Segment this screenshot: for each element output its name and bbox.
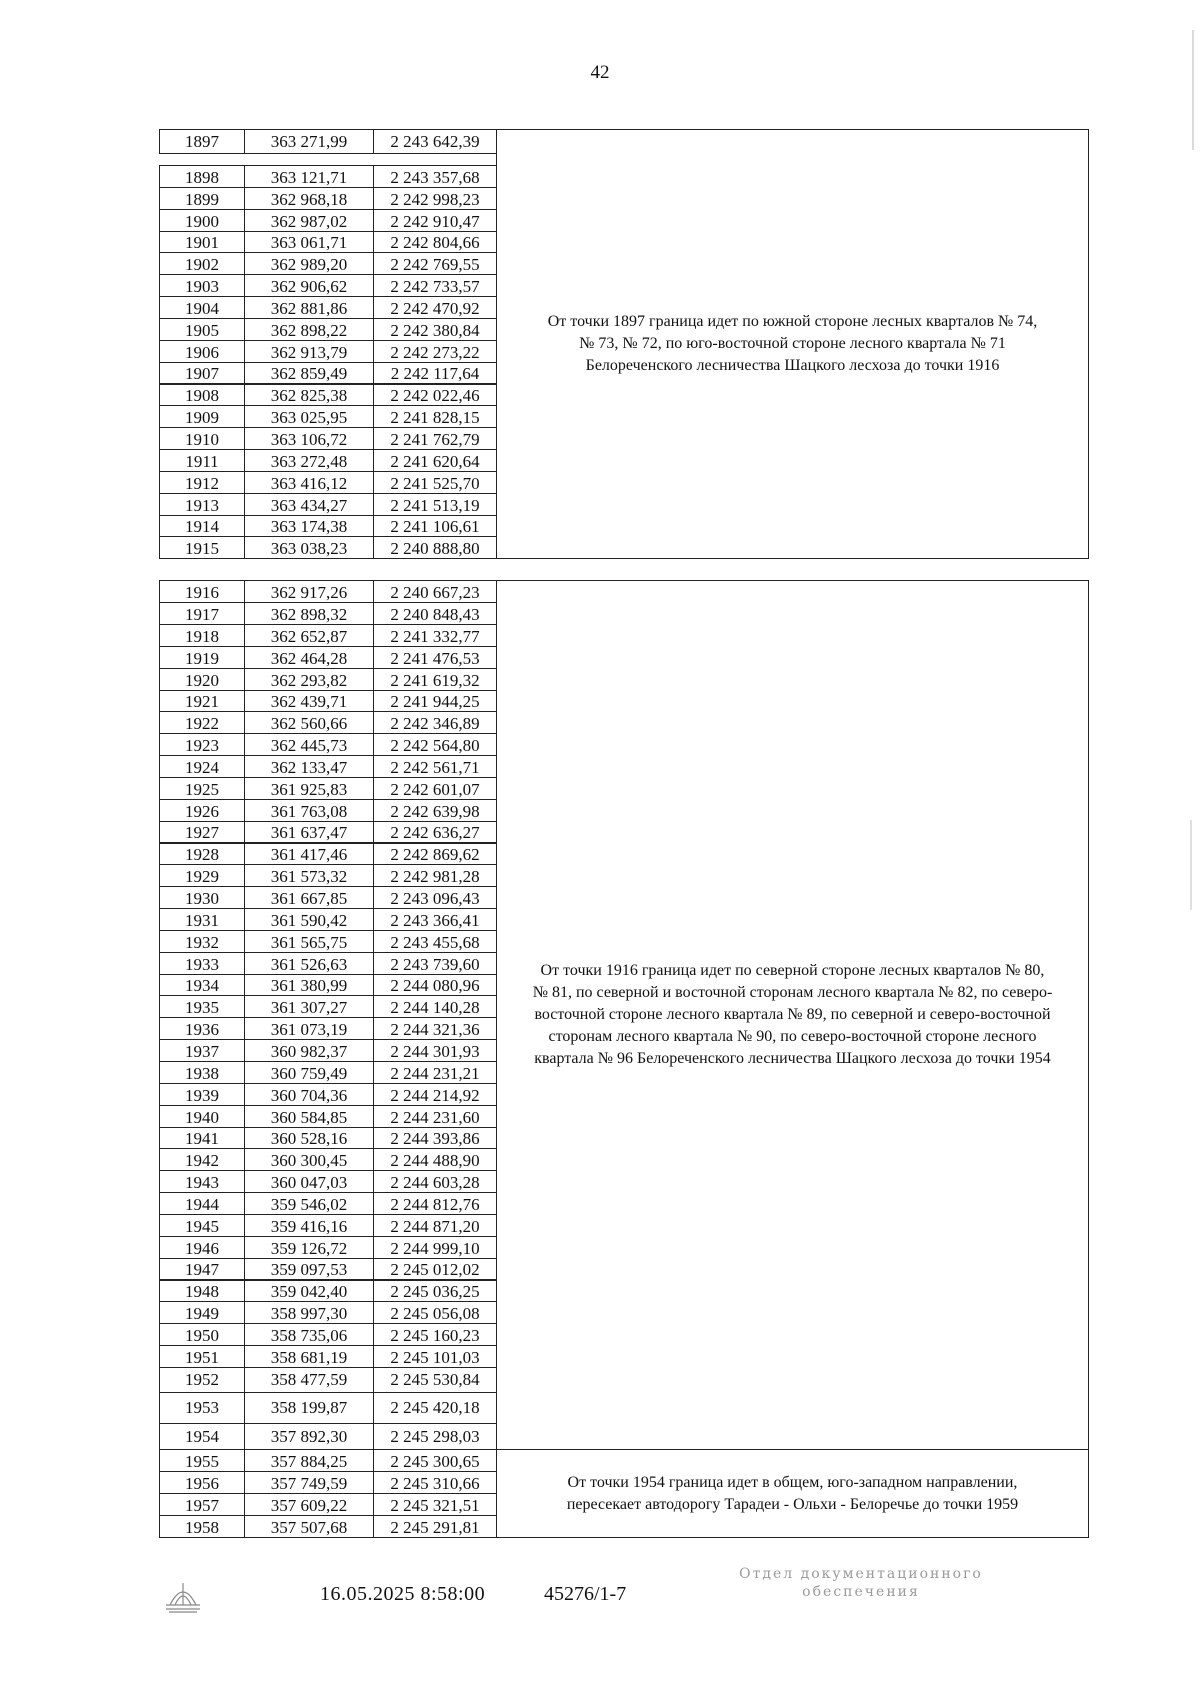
y-coordinate-cell: 2 240 848,43 — [373, 602, 497, 625]
x-coordinate-cell: 360 528,16 — [244, 1127, 374, 1150]
x-coordinate-cell: 361 526,63 — [244, 952, 374, 975]
y-coordinate-cell: 2 245 160,23 — [373, 1323, 497, 1346]
y-coordinate-cell: 2 243 642,39 — [373, 129, 497, 154]
point-number-cell: 1905 — [159, 318, 245, 341]
y-coordinate-cell: 2 240 667,23 — [373, 580, 497, 603]
x-coordinate-cell: 361 573,32 — [244, 864, 374, 887]
point-number-cell: 1915 — [159, 536, 245, 559]
x-coordinate-cell: 359 126,72 — [244, 1236, 374, 1259]
y-coordinate-cell: 2 245 291,81 — [373, 1515, 497, 1538]
point-number-cell: 1955 — [159, 1449, 245, 1472]
x-coordinate-cell: 363 061,71 — [244, 231, 374, 254]
point-number-cell: 1946 — [159, 1236, 245, 1259]
y-coordinate-cell: 2 245 310,66 — [373, 1471, 497, 1494]
point-number-cell: 1910 — [159, 427, 245, 450]
x-coordinate-cell: 362 133,47 — [244, 755, 374, 778]
department-stamp — [706, 1565, 1016, 1601]
y-coordinate-cell: 2 241 620,64 — [373, 449, 497, 472]
x-coordinate-cell: 361 590,42 — [244, 908, 374, 931]
boundary-description-cell — [496, 1449, 1089, 1537]
y-coordinate-cell: 2 245 530,84 — [373, 1367, 497, 1393]
point-number-cell: 1899 — [159, 187, 245, 210]
point-number-cell: 1943 — [159, 1170, 245, 1193]
x-coordinate-cell: 360 584,85 — [244, 1105, 374, 1128]
y-coordinate-cell: 2 244 301,93 — [373, 1039, 497, 1062]
point-number-cell: 1928 — [159, 843, 245, 866]
page-number: 42 — [590, 62, 610, 83]
y-coordinate-cell: 2 241 513,19 — [373, 493, 497, 516]
point-number-cell: 1934 — [159, 974, 245, 997]
y-coordinate-cell: 2 242 981,28 — [373, 864, 497, 887]
point-number-cell: 1923 — [159, 733, 245, 756]
x-coordinate-cell: 362 825,38 — [244, 384, 374, 407]
point-number-cell: 1906 — [159, 340, 245, 363]
point-number-cell: 1919 — [159, 646, 245, 669]
x-coordinate-cell: 358 997,30 — [244, 1301, 374, 1324]
point-number-cell: 1931 — [159, 908, 245, 931]
y-coordinate-cell: 2 241 944,25 — [373, 690, 497, 713]
point-number-cell: 1942 — [159, 1148, 245, 1171]
y-coordinate-cell: 2 244 999,10 — [373, 1236, 497, 1259]
description-line: пересекает автодорогу Тарадеи - Ольхи - Белоречье до точки 1959 — [566, 1495, 1019, 1513]
x-coordinate-cell: 358 199,87 — [244, 1392, 374, 1424]
y-coordinate-cell: 2 241 332,77 — [373, 624, 497, 647]
y-coordinate-cell: 2 242 636,27 — [373, 821, 497, 844]
x-coordinate-cell: 360 704,36 — [244, 1083, 374, 1106]
x-coordinate-cell: 363 121,71 — [244, 165, 374, 188]
x-coordinate-cell: 362 913,79 — [244, 340, 374, 363]
x-coordinate-cell: 362 989,20 — [244, 252, 374, 275]
point-number-cell: 1902 — [159, 252, 245, 275]
x-coordinate-cell: 358 477,59 — [244, 1367, 374, 1393]
y-coordinate-cell: 2 242 561,71 — [373, 755, 497, 778]
point-number-cell: 1924 — [159, 755, 245, 778]
y-coordinate-cell: 2 242 910,47 — [373, 209, 497, 232]
description-line: сторонам лесного квартала № 90, по северо-восточной стороне лесного — [548, 1028, 1037, 1046]
x-coordinate-cell: 363 272,48 — [244, 449, 374, 472]
stamp-line: обеспечения — [802, 1584, 920, 1600]
x-coordinate-cell: 361 763,08 — [244, 799, 374, 822]
x-coordinate-cell: 362 968,18 — [244, 187, 374, 210]
x-coordinate-cell: 362 439,71 — [244, 690, 374, 713]
point-number-cell: 1912 — [159, 471, 245, 494]
y-coordinate-cell: 2 242 346,89 — [373, 711, 497, 734]
stamp-line: Отдел документационного — [739, 1566, 983, 1582]
y-coordinate-cell: 2 243 357,68 — [373, 165, 497, 188]
y-coordinate-cell: 2 242 733,57 — [373, 274, 497, 297]
y-coordinate-cell: 2 244 488,90 — [373, 1148, 497, 1171]
point-number-cell: 1916 — [159, 580, 245, 603]
y-coordinate-cell: 2 244 231,60 — [373, 1105, 497, 1128]
x-coordinate-cell: 358 735,06 — [244, 1323, 374, 1346]
y-coordinate-cell: 2 242 273,22 — [373, 340, 497, 363]
emblem-icon — [160, 1575, 206, 1615]
description-line: От точки 1916 граница идет по северной стороне лесных кварталов № 80, — [540, 962, 1045, 980]
point-number-cell: 1901 — [159, 231, 245, 254]
y-coordinate-cell: 2 244 321,36 — [373, 1017, 497, 1040]
x-coordinate-cell: 361 307,27 — [244, 995, 374, 1018]
description-line: № 73, № 72, по юго-восточной стороне лесного квартала № 71 — [579, 335, 1006, 353]
point-number-cell: 1914 — [159, 515, 245, 538]
x-coordinate-cell: 360 982,37 — [244, 1039, 374, 1062]
y-coordinate-cell: 2 243 455,68 — [373, 930, 497, 953]
x-coordinate-cell: 360 300,45 — [244, 1148, 374, 1171]
boundary-description-text — [548, 311, 1038, 377]
y-coordinate-cell: 2 244 214,92 — [373, 1083, 497, 1106]
x-coordinate-cell: 363 434,27 — [244, 493, 374, 516]
x-coordinate-cell: 362 987,02 — [244, 209, 374, 232]
point-number-cell: 1938 — [159, 1061, 245, 1084]
x-coordinate-cell: 362 881,86 — [244, 296, 374, 319]
footer-document-number: 45276/1-7 — [544, 1583, 627, 1605]
y-coordinate-cell: 2 242 117,64 — [373, 362, 497, 385]
y-coordinate-cell: 2 243 366,41 — [373, 908, 497, 931]
point-number-cell: 1904 — [159, 296, 245, 319]
point-number-cell: 1937 — [159, 1039, 245, 1062]
x-coordinate-cell: 362 652,87 — [244, 624, 374, 647]
x-coordinate-cell: 357 507,68 — [244, 1515, 374, 1538]
point-number-cell: 1948 — [159, 1280, 245, 1303]
y-coordinate-cell: 2 244 603,28 — [373, 1170, 497, 1193]
x-coordinate-cell: 363 106,72 — [244, 427, 374, 450]
y-coordinate-cell: 2 242 380,84 — [373, 318, 497, 341]
point-number-cell: 1911 — [159, 449, 245, 472]
x-coordinate-cell: 357 884,25 — [244, 1449, 374, 1472]
y-coordinate-cell: 2 241 762,79 — [373, 427, 497, 450]
point-number-cell: 1957 — [159, 1493, 245, 1516]
x-coordinate-cell: 362 445,73 — [244, 733, 374, 756]
description-line: № 81, по северной и восточной сторонам лесного квартала № 82, по северо- — [532, 984, 1053, 1002]
point-number-cell: 1954 — [159, 1423, 245, 1451]
x-coordinate-cell: 357 892,30 — [244, 1423, 374, 1451]
point-number-cell: 1952 — [159, 1367, 245, 1393]
x-coordinate-cell: 359 042,40 — [244, 1280, 374, 1303]
y-coordinate-cell: 2 242 022,46 — [373, 384, 497, 407]
point-number-cell: 1935 — [159, 995, 245, 1018]
y-coordinate-cell: 2 242 601,07 — [373, 777, 497, 800]
scan-edge-mark — [1192, 30, 1194, 150]
point-number-cell: 1908 — [159, 384, 245, 407]
point-number-cell: 1922 — [159, 711, 245, 734]
x-coordinate-cell: 361 565,75 — [244, 930, 374, 953]
scan-edge-mark — [1190, 820, 1192, 910]
y-coordinate-cell: 2 245 321,51 — [373, 1493, 497, 1516]
point-number-cell: 1951 — [159, 1345, 245, 1368]
y-coordinate-cell: 2 245 420,18 — [373, 1392, 497, 1424]
x-coordinate-cell: 361 380,99 — [244, 974, 374, 997]
x-coordinate-cell: 359 097,53 — [244, 1258, 374, 1281]
x-coordinate-cell: 362 898,22 — [244, 318, 374, 341]
x-coordinate-cell: 361 637,47 — [244, 821, 374, 844]
point-number-cell: 1929 — [159, 864, 245, 887]
boundary-description-cell — [496, 580, 1089, 1450]
coordinates-table — [159, 129, 1089, 1537]
x-coordinate-cell: 361 417,46 — [244, 843, 374, 866]
x-coordinate-cell: 362 906,62 — [244, 274, 374, 297]
x-coordinate-cell: 360 759,49 — [244, 1061, 374, 1084]
x-coordinate-cell: 361 925,83 — [244, 777, 374, 800]
boundary-description-text — [533, 960, 1053, 1070]
y-coordinate-cell: 2 245 056,08 — [373, 1301, 497, 1324]
x-coordinate-cell: 363 025,95 — [244, 405, 374, 428]
point-number-cell: 1953 — [159, 1392, 245, 1424]
point-number-cell: 1936 — [159, 1017, 245, 1040]
y-coordinate-cell: 2 241 106,61 — [373, 515, 497, 538]
point-number-cell: 1947 — [159, 1258, 245, 1281]
x-coordinate-cell: 357 609,22 — [244, 1493, 374, 1516]
x-coordinate-cell: 362 898,32 — [244, 602, 374, 625]
y-coordinate-cell: 2 242 769,55 — [373, 252, 497, 275]
y-coordinate-cell: 2 244 871,20 — [373, 1214, 497, 1237]
x-coordinate-cell: 363 416,12 — [244, 471, 374, 494]
point-number-cell: 1940 — [159, 1105, 245, 1128]
description-line: квартала № 96 Белореченского лесничества Шацкого лесхоза до точки 1954 — [534, 1050, 1051, 1068]
description-line: От точки 1954 граница идет в общем, юго-западном направлении, — [567, 1473, 1018, 1491]
point-number-cell: 1897 — [159, 129, 245, 154]
point-number-cell: 1945 — [159, 1214, 245, 1237]
point-number-cell: 1950 — [159, 1323, 245, 1346]
y-coordinate-cell: 2 245 036,25 — [373, 1280, 497, 1303]
description-line: От точки 1897 граница идет по южной стороне лесных кварталов № 74, — [547, 313, 1038, 331]
point-number-cell: 1925 — [159, 777, 245, 800]
y-coordinate-cell: 2 245 101,03 — [373, 1345, 497, 1368]
footer-date: 16.05.2025 8:58:00 — [320, 1583, 486, 1605]
point-number-cell: 1944 — [159, 1192, 245, 1215]
point-number-cell: 1920 — [159, 668, 245, 691]
y-coordinate-cell: 2 242 804,66 — [373, 231, 497, 254]
point-number-cell: 1949 — [159, 1301, 245, 1324]
y-coordinate-cell: 2 242 564,80 — [373, 733, 497, 756]
y-coordinate-cell: 2 243 739,60 — [373, 952, 497, 975]
y-coordinate-cell: 2 241 476,53 — [373, 646, 497, 669]
x-coordinate-cell: 362 560,66 — [244, 711, 374, 734]
y-coordinate-cell: 2 241 619,32 — [373, 668, 497, 691]
point-number-cell: 1926 — [159, 799, 245, 822]
description-line: восточной стороне лесного квартала № 89, по северной и северо-восточной — [534, 1006, 1051, 1024]
y-coordinate-cell: 2 240 888,80 — [373, 536, 497, 559]
point-number-cell: 1907 — [159, 362, 245, 385]
description-line: Белореченского лесничества Шацкого лесхоза до точки 1916 — [585, 357, 1000, 375]
y-coordinate-cell: 2 245 012,02 — [373, 1258, 497, 1281]
x-coordinate-cell: 363 174,38 — [244, 515, 374, 538]
x-coordinate-cell: 363 038,23 — [244, 536, 374, 559]
point-number-cell: 1921 — [159, 690, 245, 713]
point-number-cell: 1933 — [159, 952, 245, 975]
x-coordinate-cell: 361 073,19 — [244, 1017, 374, 1040]
y-coordinate-cell: 2 245 300,65 — [373, 1449, 497, 1472]
y-coordinate-cell: 2 244 231,21 — [373, 1061, 497, 1084]
x-coordinate-cell: 362 859,49 — [244, 362, 374, 385]
y-coordinate-cell: 2 244 393,86 — [373, 1127, 497, 1150]
y-coordinate-cell: 2 244 140,28 — [373, 995, 497, 1018]
y-coordinate-cell: 2 244 080,96 — [373, 974, 497, 997]
x-coordinate-cell: 362 293,82 — [244, 668, 374, 691]
y-coordinate-cell: 2 241 828,15 — [373, 405, 497, 428]
point-number-cell: 1898 — [159, 165, 245, 188]
x-coordinate-cell: 363 271,99 — [244, 129, 374, 154]
point-number-cell: 1939 — [159, 1083, 245, 1106]
boundary-description-cell — [496, 129, 1089, 559]
point-number-cell: 1941 — [159, 1127, 245, 1150]
point-number-cell: 1900 — [159, 209, 245, 232]
x-coordinate-cell: 360 047,03 — [244, 1170, 374, 1193]
point-number-cell: 1903 — [159, 274, 245, 297]
x-coordinate-cell: 359 416,16 — [244, 1214, 374, 1237]
point-number-cell: 1958 — [159, 1515, 245, 1538]
point-number-cell: 1918 — [159, 624, 245, 647]
y-coordinate-cell: 2 242 639,98 — [373, 799, 497, 822]
y-coordinate-cell: 2 242 998,23 — [373, 187, 497, 210]
point-number-cell: 1932 — [159, 930, 245, 953]
point-number-cell: 1927 — [159, 821, 245, 844]
x-coordinate-cell: 358 681,19 — [244, 1345, 374, 1368]
x-coordinate-cell: 361 667,85 — [244, 886, 374, 909]
boundary-description-text — [567, 1472, 1018, 1516]
y-coordinate-cell: 2 245 298,03 — [373, 1423, 497, 1451]
y-coordinate-cell: 2 243 096,43 — [373, 886, 497, 909]
point-number-cell: 1909 — [159, 405, 245, 428]
point-number-cell: 1930 — [159, 886, 245, 909]
x-coordinate-cell: 359 546,02 — [244, 1192, 374, 1215]
y-coordinate-cell: 2 242 869,62 — [373, 843, 497, 866]
point-number-cell: 1917 — [159, 602, 245, 625]
x-coordinate-cell: 362 917,26 — [244, 580, 374, 603]
y-coordinate-cell: 2 244 812,76 — [373, 1192, 497, 1215]
x-coordinate-cell: 362 464,28 — [244, 646, 374, 669]
x-coordinate-cell: 357 749,59 — [244, 1471, 374, 1494]
y-coordinate-cell: 2 242 470,92 — [373, 296, 497, 319]
y-coordinate-cell: 2 241 525,70 — [373, 471, 497, 494]
point-number-cell: 1913 — [159, 493, 245, 516]
point-number-cell: 1956 — [159, 1471, 245, 1494]
